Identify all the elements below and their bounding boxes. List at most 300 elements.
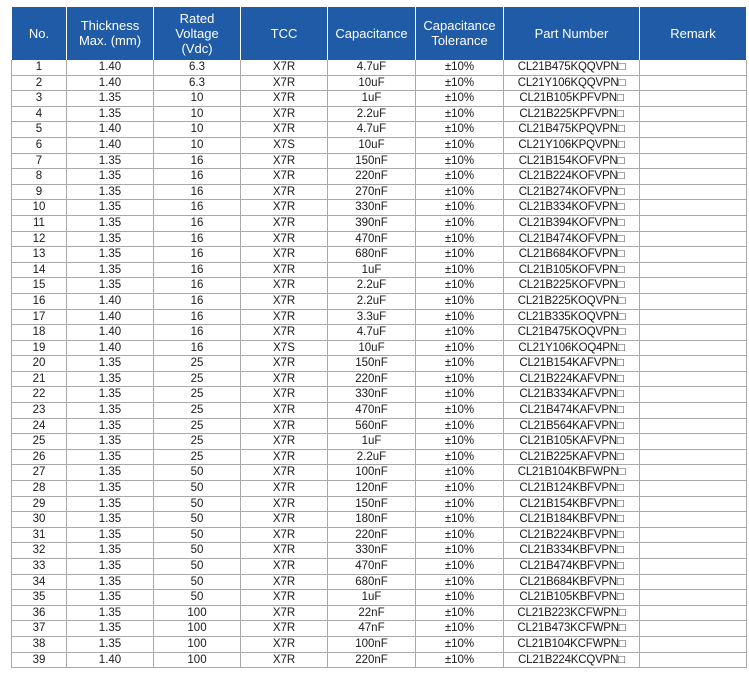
cell-remark: [640, 496, 747, 512]
table-row: [12, 559, 747, 575]
cell-no: 37: [12, 621, 67, 637]
cell-no: 10: [12, 200, 67, 216]
cell-thickness: 1.40: [67, 309, 154, 325]
cell-thickness: 1.35: [67, 356, 154, 372]
table-row: [12, 184, 747, 200]
cell-thickness: 1.35: [67, 527, 154, 543]
cell-tolerance: ±10%: [416, 340, 504, 356]
cell-thickness: 1.35: [67, 169, 154, 185]
cell-thickness: 1.35: [67, 278, 154, 294]
cell-thickness: 1.35: [67, 621, 154, 637]
table-row: [12, 590, 747, 606]
cell-part-number: CL21B105KBFVPN□: [504, 590, 640, 606]
cell-no: 5: [12, 122, 67, 138]
cell-thickness: 1.35: [67, 434, 154, 450]
cell-part-number: CL21B105KAFVPN□: [504, 434, 640, 450]
capacitor-spec-table: [11, 7, 747, 668]
cell-tolerance: ±10%: [416, 418, 504, 434]
cell-no: 27: [12, 465, 67, 481]
cell-tolerance: ±10%: [416, 449, 504, 465]
cell-tolerance: ±10%: [416, 434, 504, 450]
cell-capacitance: 680nF: [328, 574, 416, 590]
cell-remark: [640, 293, 747, 309]
cell-no: 38: [12, 636, 67, 652]
cell-remark: [640, 137, 747, 153]
cell-capacitance: 100nF: [328, 636, 416, 652]
cell-tolerance: ±10%: [416, 247, 504, 263]
cell-no: 31: [12, 527, 67, 543]
cell-capacitance: 2.2uF: [328, 449, 416, 465]
cell-remark: [640, 309, 747, 325]
cell-no: 4: [12, 106, 67, 122]
cell-remark: [640, 184, 747, 200]
cell-tcc: X7R: [241, 371, 328, 387]
cell-capacitance: 330nF: [328, 387, 416, 403]
cell-thickness: 1.35: [67, 512, 154, 528]
cell-no: 19: [12, 340, 67, 356]
cell-rated-voltage: 16: [154, 309, 241, 325]
cell-no: 20: [12, 356, 67, 372]
cell-tcc: X7R: [241, 184, 328, 200]
cell-remark: [640, 527, 747, 543]
cell-rated-voltage: 25: [154, 387, 241, 403]
cell-tolerance: ±10%: [416, 403, 504, 419]
cell-part-number: CL21B224KCQVPN□: [504, 652, 640, 668]
cell-tcc: X7R: [241, 278, 328, 294]
cell-rated-voltage: 16: [154, 262, 241, 278]
cell-no: 13: [12, 247, 67, 263]
cell-part-number: CL21B334KOFVPN□: [504, 200, 640, 216]
cell-tcc: X7R: [241, 75, 328, 91]
cell-no: 29: [12, 496, 67, 512]
cell-tolerance: ±10%: [416, 559, 504, 575]
cell-remark: [640, 153, 747, 169]
cell-no: 7: [12, 153, 67, 169]
cell-tcc: X7R: [241, 621, 328, 637]
cell-tolerance: ±10%: [416, 481, 504, 497]
cell-no: 21: [12, 371, 67, 387]
cell-no: 33: [12, 559, 67, 575]
cell-tolerance: ±10%: [416, 137, 504, 153]
cell-rated-voltage: 50: [154, 559, 241, 575]
cell-tolerance: ±10%: [416, 309, 504, 325]
cell-part-number: CL21B224KAFVPN□: [504, 371, 640, 387]
cell-capacitance: 10uF: [328, 340, 416, 356]
cell-part-number: CL21B105KPFVPN□: [504, 91, 640, 107]
cell-thickness: 1.35: [67, 465, 154, 481]
cell-tolerance: ±10%: [416, 496, 504, 512]
cell-part-number: CL21B225KPFVPN□: [504, 106, 640, 122]
cell-rated-voltage: 16: [154, 169, 241, 185]
cell-no: 30: [12, 512, 67, 528]
cell-rated-voltage: 50: [154, 590, 241, 606]
cell-rated-voltage: 100: [154, 636, 241, 652]
cell-tcc: X7R: [241, 496, 328, 512]
cell-remark: [640, 75, 747, 91]
cell-capacitance: 4.7uF: [328, 122, 416, 138]
cell-tcc: X7R: [241, 91, 328, 107]
table-row: [12, 356, 747, 372]
cell-capacitance: 100nF: [328, 465, 416, 481]
cell-capacitance: 47nF: [328, 621, 416, 637]
cell-tcc: X7R: [241, 403, 328, 419]
cell-remark: [640, 387, 747, 403]
cell-no: 18: [12, 325, 67, 341]
cell-tcc: X7R: [241, 559, 328, 575]
cell-rated-voltage: 16: [154, 153, 241, 169]
cell-no: 26: [12, 449, 67, 465]
cell-capacitance: 22nF: [328, 605, 416, 621]
table-row: [12, 371, 747, 387]
cell-part-number: CL21B154KAFVPN□: [504, 356, 640, 372]
cell-no: 34: [12, 574, 67, 590]
cell-part-number: CL21B154KBFVPN□: [504, 496, 640, 512]
cell-tcc: X7R: [241, 590, 328, 606]
cell-thickness: 1.35: [67, 371, 154, 387]
cell-no: 39: [12, 652, 67, 668]
cell-tcc: X7R: [241, 418, 328, 434]
cell-part-number: CL21B225KOQVPN□: [504, 293, 640, 309]
cell-rated-voltage: 50: [154, 527, 241, 543]
cell-tcc: X7R: [241, 449, 328, 465]
cell-remark: [640, 247, 747, 263]
table-row: [12, 481, 747, 497]
cell-tolerance: ±10%: [416, 75, 504, 91]
cell-thickness: 1.35: [67, 496, 154, 512]
cell-remark: [640, 200, 747, 216]
cell-part-number: CL21B474KAFVPN□: [504, 403, 640, 419]
table-row: [12, 309, 747, 325]
cell-capacitance: 10uF: [328, 75, 416, 91]
cell-part-number: CL21B224KOFVPN□: [504, 169, 640, 185]
cell-capacitance: 330nF: [328, 543, 416, 559]
cell-no: 15: [12, 278, 67, 294]
cell-tcc: X7R: [241, 465, 328, 481]
cell-tolerance: ±10%: [416, 621, 504, 637]
cell-rated-voltage: 16: [154, 215, 241, 231]
cell-tolerance: ±10%: [416, 215, 504, 231]
cell-rated-voltage: 25: [154, 356, 241, 372]
header-thickness: [67, 7, 154, 60]
header-no: No.: [12, 7, 67, 60]
cell-no: 36: [12, 605, 67, 621]
cell-part-number: CL21B104KBFWPN□: [504, 465, 640, 481]
cell-capacitance: 180nF: [328, 512, 416, 528]
cell-tolerance: ±10%: [416, 325, 504, 341]
cell-rated-voltage: 10: [154, 91, 241, 107]
cell-tolerance: ±10%: [416, 371, 504, 387]
cell-rated-voltage: 100: [154, 605, 241, 621]
cell-rated-voltage: 16: [154, 293, 241, 309]
cell-no: 14: [12, 262, 67, 278]
table-row: [12, 387, 747, 403]
cell-part-number: CL21B335KOQVPN□: [504, 309, 640, 325]
cell-rated-voltage: 50: [154, 512, 241, 528]
table-row: [12, 247, 747, 263]
cell-tolerance: ±10%: [416, 91, 504, 107]
cell-rated-voltage: 16: [154, 231, 241, 247]
cell-thickness: 1.35: [67, 543, 154, 559]
cell-no: 11: [12, 215, 67, 231]
table-row: [12, 262, 747, 278]
cell-tolerance: ±10%: [416, 106, 504, 122]
cell-tcc: X7S: [241, 340, 328, 356]
cell-part-number: CL21B394KOFVPN□: [504, 215, 640, 231]
cell-thickness: 1.35: [67, 636, 154, 652]
cell-capacitance: 470nF: [328, 559, 416, 575]
cell-thickness: 1.35: [67, 449, 154, 465]
cell-thickness: 1.35: [67, 91, 154, 107]
header-remark: Remark: [640, 7, 747, 60]
cell-capacitance: 2.2uF: [328, 106, 416, 122]
cell-rated-voltage: 16: [154, 184, 241, 200]
cell-tcc: X7R: [241, 122, 328, 138]
cell-rated-voltage: 16: [154, 278, 241, 294]
cell-remark: [640, 122, 747, 138]
header-rated-voltage: [154, 7, 241, 60]
cell-tolerance: ±10%: [416, 543, 504, 559]
cell-tolerance: ±10%: [416, 60, 504, 76]
table-row: [12, 340, 747, 356]
cell-tcc: X7R: [241, 527, 328, 543]
cell-tolerance: ±10%: [416, 200, 504, 216]
cell-rated-voltage: 25: [154, 449, 241, 465]
cell-capacitance: 560nF: [328, 418, 416, 434]
cell-part-number: CL21B564KAFVPN□: [504, 418, 640, 434]
table-row: [12, 278, 747, 294]
cell-tolerance: ±10%: [416, 262, 504, 278]
cell-thickness: 1.40: [67, 75, 154, 91]
header-label: Thickness Max. (mm): [78, 18, 142, 48]
cell-tcc: X7R: [241, 543, 328, 559]
cell-part-number: CL21B223KCFWPN□: [504, 605, 640, 621]
cell-tcc: X7R: [241, 356, 328, 372]
cell-no: 22: [12, 387, 67, 403]
cell-thickness: 1.35: [67, 231, 154, 247]
cell-remark: [640, 465, 747, 481]
cell-capacitance: 150nF: [328, 356, 416, 372]
cell-remark: [640, 371, 747, 387]
cell-thickness: 1.35: [67, 262, 154, 278]
cell-tolerance: ±10%: [416, 231, 504, 247]
cell-tcc: X7R: [241, 262, 328, 278]
cell-remark: [640, 434, 747, 450]
header-tcc: TCC: [241, 7, 328, 60]
cell-tcc: X7R: [241, 387, 328, 403]
cell-tcc: X7R: [241, 215, 328, 231]
header-row: [12, 7, 747, 60]
header-part-number: Part Number: [504, 7, 640, 60]
cell-remark: [640, 652, 747, 668]
cell-remark: [640, 449, 747, 465]
cell-part-number: CL21B104KCFWPN□: [504, 636, 640, 652]
table-row: [12, 605, 747, 621]
cell-thickness: 1.35: [67, 387, 154, 403]
cell-part-number: CL21B124KBFVPN□: [504, 481, 640, 497]
cell-thickness: 1.40: [67, 340, 154, 356]
table-row: [12, 652, 747, 668]
cell-no: 12: [12, 231, 67, 247]
cell-tolerance: ±10%: [416, 574, 504, 590]
table-row: [12, 449, 747, 465]
table-row: [12, 169, 747, 185]
cell-tcc: X7R: [241, 231, 328, 247]
table-row: [12, 215, 747, 231]
table-row: [12, 122, 747, 138]
cell-rated-voltage: 50: [154, 543, 241, 559]
cell-capacitance: 680nF: [328, 247, 416, 263]
cell-capacitance: 470nF: [328, 231, 416, 247]
table-row: [12, 527, 747, 543]
cell-thickness: 1.40: [67, 137, 154, 153]
cell-remark: [640, 481, 747, 497]
cell-remark: [640, 512, 747, 528]
cell-tcc: X7R: [241, 605, 328, 621]
cell-no: 8: [12, 169, 67, 185]
table-row: [12, 403, 747, 419]
cell-rated-voltage: 16: [154, 325, 241, 341]
cell-part-number: CL21B105KOFVPN□: [504, 262, 640, 278]
cell-remark: [640, 356, 747, 372]
cell-tcc: X7R: [241, 106, 328, 122]
cell-tolerance: ±10%: [416, 293, 504, 309]
header-tolerance: [416, 7, 504, 60]
cell-rated-voltage: 100: [154, 652, 241, 668]
table-row: [12, 293, 747, 309]
cell-capacitance: 150nF: [328, 153, 416, 169]
cell-capacitance: 220nF: [328, 371, 416, 387]
cell-thickness: 1.35: [67, 106, 154, 122]
cell-remark: [640, 590, 747, 606]
table-row: [12, 137, 747, 153]
cell-part-number: CL21B684KBFVPN□: [504, 574, 640, 590]
cell-tcc: X7R: [241, 652, 328, 668]
cell-part-number: CL21B274KOFVPN□: [504, 184, 640, 200]
cell-rated-voltage: 6.3: [154, 75, 241, 91]
cell-no: 1: [12, 60, 67, 76]
cell-tcc: X7R: [241, 169, 328, 185]
cell-no: 16: [12, 293, 67, 309]
table-row: [12, 106, 747, 122]
table-row: [12, 434, 747, 450]
cell-part-number: CL21B154KOFVPN□: [504, 153, 640, 169]
cell-tcc: X7R: [241, 325, 328, 341]
table-row: [12, 418, 747, 434]
cell-capacitance: 1uF: [328, 590, 416, 606]
cell-remark: [640, 60, 747, 76]
cell-remark: [640, 543, 747, 559]
cell-remark: [640, 231, 747, 247]
cell-tolerance: ±10%: [416, 122, 504, 138]
cell-rated-voltage: 50: [154, 574, 241, 590]
cell-rated-voltage: 10: [154, 137, 241, 153]
cell-tolerance: ±10%: [416, 465, 504, 481]
cell-thickness: 1.35: [67, 590, 154, 606]
cell-thickness: 1.35: [67, 574, 154, 590]
cell-rated-voltage: 25: [154, 371, 241, 387]
cell-remark: [640, 340, 747, 356]
cell-thickness: 1.35: [67, 418, 154, 434]
cell-capacitance: 150nF: [328, 496, 416, 512]
cell-capacitance: 4.7uF: [328, 60, 416, 76]
cell-capacitance: 470nF: [328, 403, 416, 419]
cell-thickness: 1.35: [67, 153, 154, 169]
cell-capacitance: 2.2uF: [328, 293, 416, 309]
cell-remark: [640, 636, 747, 652]
header-label: Rated Voltage (Vdc): [175, 10, 219, 56]
cell-tolerance: ±10%: [416, 356, 504, 372]
cell-remark: [640, 262, 747, 278]
cell-part-number: CL21B334KBFVPN□: [504, 543, 640, 559]
cell-remark: [640, 605, 747, 621]
table-row: [12, 200, 747, 216]
cell-thickness: 1.35: [67, 215, 154, 231]
cell-rated-voltage: 25: [154, 418, 241, 434]
cell-remark: [640, 621, 747, 637]
table-row: [12, 465, 747, 481]
cell-rated-voltage: 100: [154, 621, 241, 637]
cell-tcc: X7R: [241, 481, 328, 497]
cell-part-number: CL21B225KOFVPN□: [504, 278, 640, 294]
cell-tolerance: ±10%: [416, 184, 504, 200]
cell-capacitance: 270nF: [328, 184, 416, 200]
cell-thickness: 1.35: [67, 247, 154, 263]
cell-part-number: CL21Y106KPQVPN□: [504, 137, 640, 153]
cell-rated-voltage: 10: [154, 122, 241, 138]
cell-thickness: 1.40: [67, 293, 154, 309]
cell-remark: [640, 91, 747, 107]
cell-thickness: 1.40: [67, 122, 154, 138]
cell-no: 2: [12, 75, 67, 91]
cell-part-number: CL21Y106KOQ4PN□: [504, 340, 640, 356]
cell-no: 23: [12, 403, 67, 419]
cell-no: 28: [12, 481, 67, 497]
cell-capacitance: 2.2uF: [328, 278, 416, 294]
cell-capacitance: 3.3uF: [328, 309, 416, 325]
cell-no: 35: [12, 590, 67, 606]
cell-rated-voltage: 25: [154, 434, 241, 450]
table-row: [12, 325, 747, 341]
table-row: [12, 496, 747, 512]
cell-no: 32: [12, 543, 67, 559]
cell-part-number: CL21B684KOFVPN□: [504, 247, 640, 263]
cell-capacitance: 220nF: [328, 169, 416, 185]
cell-remark: [640, 403, 747, 419]
cell-tcc: X7R: [241, 309, 328, 325]
table-row: [12, 621, 747, 637]
cell-rated-voltage: 6.3: [154, 60, 241, 76]
cell-capacitance: 330nF: [328, 200, 416, 216]
cell-tolerance: ±10%: [416, 605, 504, 621]
cell-part-number: CL21B474KBFVPN□: [504, 559, 640, 575]
cell-tcc: X7R: [241, 247, 328, 263]
cell-thickness: 1.35: [67, 605, 154, 621]
cell-remark: [640, 325, 747, 341]
cell-thickness: 1.35: [67, 559, 154, 575]
table-row: [12, 75, 747, 91]
cell-tolerance: ±10%: [416, 527, 504, 543]
cell-tolerance: ±10%: [416, 636, 504, 652]
cell-thickness: 1.40: [67, 652, 154, 668]
cell-part-number: CL21B473KCFWPN□: [504, 621, 640, 637]
cell-thickness: 1.40: [67, 60, 154, 76]
cell-remark: [640, 106, 747, 122]
cell-thickness: 1.35: [67, 184, 154, 200]
cell-tolerance: ±10%: [416, 590, 504, 606]
cell-thickness: 1.35: [67, 481, 154, 497]
cell-no: 6: [12, 137, 67, 153]
table-row: [12, 636, 747, 652]
